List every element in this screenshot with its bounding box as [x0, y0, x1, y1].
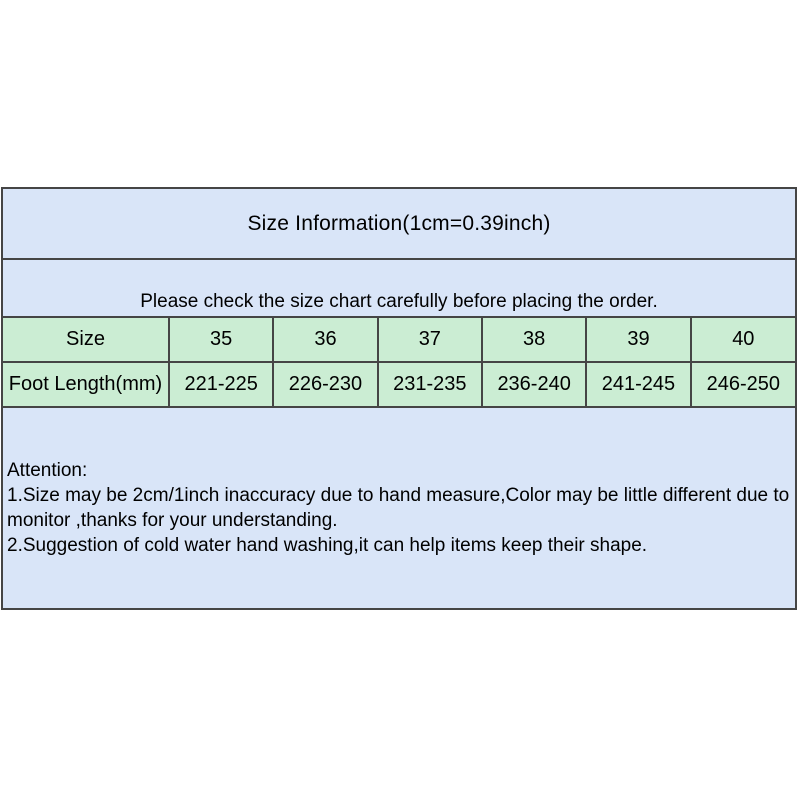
size-table: [3, 316, 795, 408]
attention-note-line: monitor ,thanks for your understanding.: [7, 510, 338, 531]
table-row-size: [3, 317, 795, 362]
foot-length-cell: 241-245: [586, 362, 690, 407]
size-cell: 35: [169, 317, 273, 362]
panel-subtitle: [3, 260, 795, 316]
foot-length-cell: 221-225: [169, 362, 273, 407]
size-row-header: Size: [3, 317, 169, 362]
size-cell: 36: [273, 317, 377, 362]
size-cell: 39: [586, 317, 690, 362]
foot-length-cell: 226-230: [273, 362, 377, 407]
attention-title: Attention:: [7, 460, 88, 481]
size-cell: 38: [482, 317, 586, 362]
panel-title: [3, 189, 795, 260]
size-info-panel: [1, 187, 797, 610]
foot-length-cell: 231-235: [378, 362, 482, 407]
panel-title-text: Size Information(1cm=0.39inch): [247, 211, 551, 235]
foot-length-row-header: Foot Length(mm): [3, 362, 169, 407]
table-row-foot-length: [3, 362, 795, 407]
attention-section: [3, 408, 795, 608]
attention-note-line: 1.Size may be 2cm/1inch inaccuracy due to hand measure,Color may be little different due to: [7, 485, 790, 506]
attention-note-line: 2.Suggestion of cold water hand washing,it can help items keep their shape.: [7, 535, 648, 556]
panel-subtitle-text: Please check the size chart carefully before placing the order.: [140, 291, 658, 312]
foot-length-cell: 236-240: [482, 362, 586, 407]
foot-length-cell: 246-250: [691, 362, 795, 407]
size-cell: 40: [691, 317, 795, 362]
size-cell: 37: [378, 317, 482, 362]
